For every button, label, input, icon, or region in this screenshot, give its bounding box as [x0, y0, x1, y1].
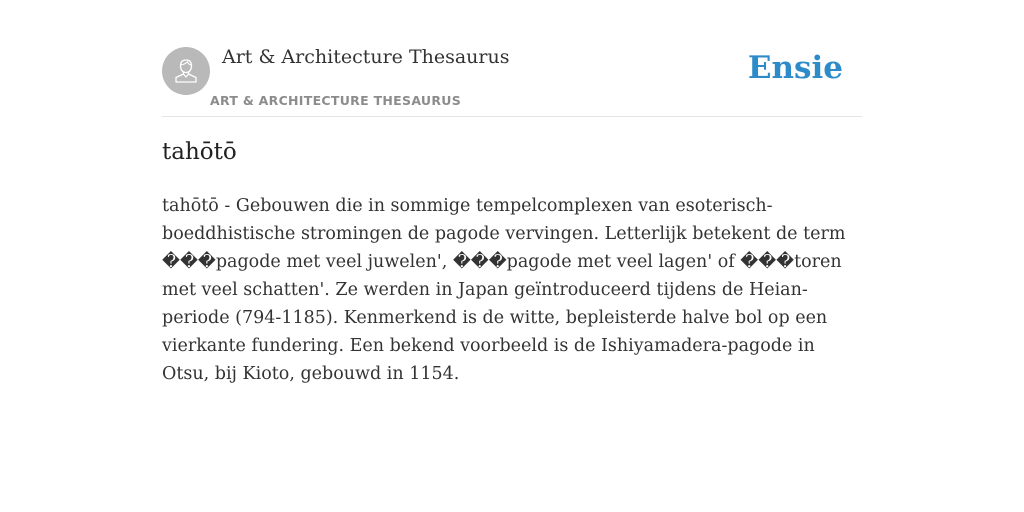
ensie-logo[interactable]: Ensie	[747, 50, 843, 86]
source-header	[162, 40, 862, 117]
user-icon	[171, 56, 201, 86]
entry-definition: tahōtō - Gebouwen die in sommige tempelcomplexen van esoterisch-boeddhistische stromingen de pagode vervingen. Letterlijk betekent de term ���pagode met veel juwelen', ���pagode met veel lagen' of ���toren met veel schatten'. Ze werden in Japan geïntroduceerd tijdens de Heian-periode (794-1185). Kenmerkend is de witte, bepleisterde halve bol op een vierkante fundering. Een bekend voorbeeld is de Ishiyamadera-pagode in Otsu, bij Kioto, gebouwd in 1154.	[162, 196, 846, 384]
entry-title: tahōtō	[162, 139, 237, 165]
avatar[interactable]	[162, 47, 210, 95]
source-subtitle[interactable]: ART & ARCHITECTURE THESAURUS	[210, 93, 462, 108]
source-title-link[interactable]: Art & Architecture Thesaurus	[222, 46, 510, 68]
